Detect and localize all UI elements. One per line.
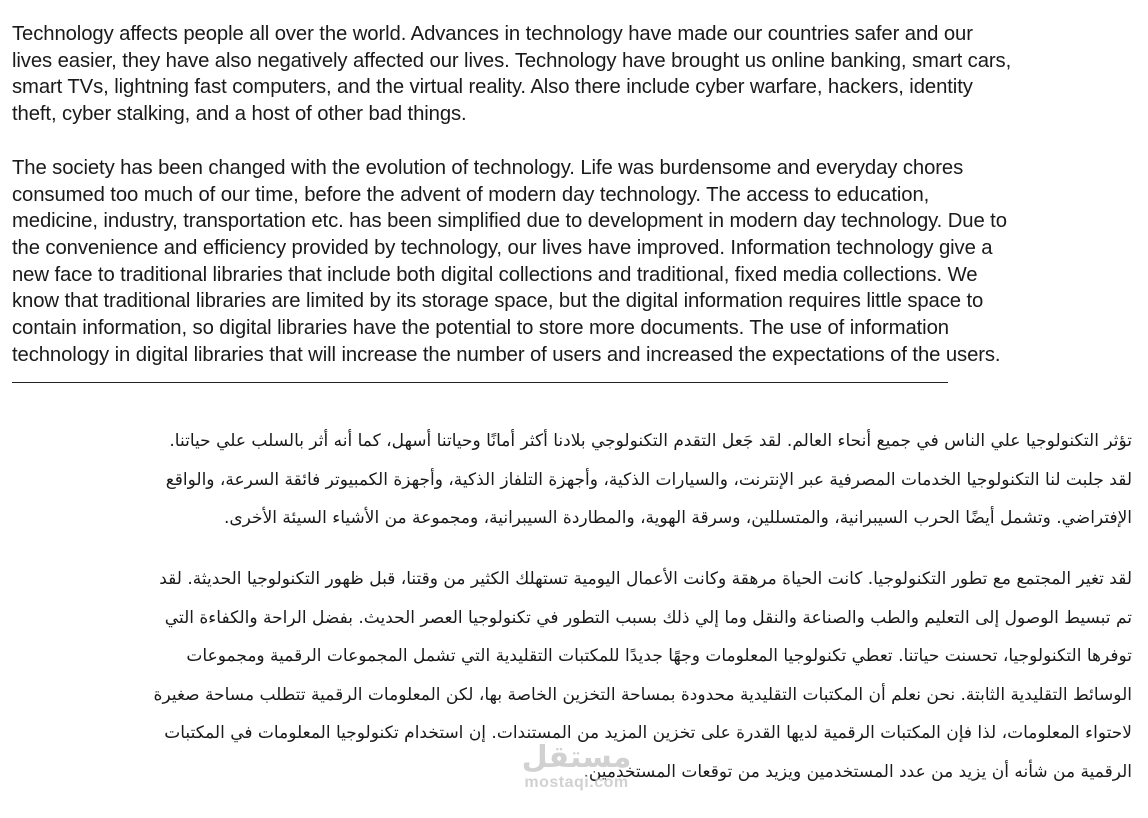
text-line: لقد جلبت لنا التكنولوجيا الخدمات المصرفية عبر الإنترنت، والسيارات الذكية، وأجهزة التلفاز الذكية، وأجهزة الكمبيوتر فائقة السرعة، والواقع <box>165 469 1132 490</box>
text-line: لقد تغير المجتمع مع تطور التكنولوجيا. كانت الحياة مرهقة وكانت الأعمال اليومية تستهلك الكثير من وقتنا، قبل ظهور التكنولوجيا الحديثة. لقد <box>159 569 1132 589</box>
text-line: توفرها التكنولوجيا، تحسنت حياتنا. تعطي تكنولوجيا المعلومات وجهًا جديدًا للمكتبات التقليدية التي تشمل المجموعات الرقمية ومجموعات <box>186 646 1132 667</box>
text-line: تم تبسيط الوصول إلى التعليم والطب والصناعة والنقل وما إلي ذلك بسبب التطور في تكنولوجيا العصر الحديث. بفضل الراحة والكفاءة التي <box>164 607 1132 628</box>
text-line: new face to traditional libraries that include both digital collections and traditional, fixed media collections. We <box>12 263 978 286</box>
text-line: technology in digital libraries that will increase the number of users and increased the expectations of the users. <box>12 343 1001 366</box>
watermark <box>504 742 649 792</box>
text-line: contain information, so digital libraries have the potential to store more documents. The use of information <box>12 317 949 340</box>
text-line: medicine, industry, transportation etc. has been simplified due to development in modern day technology. Due to <box>12 210 1007 233</box>
section-divider <box>12 382 948 383</box>
text-line: the convenience and efficiency provided by technology, our lives have improved. Information technology give a <box>12 237 993 260</box>
text-line: consumed too much of our time, before the advent of modern day technology. The access to education, <box>12 183 930 206</box>
text-line: smart TVs, lightning fast computers, and the virtual reality. Also there include cyber warfare, hackers, identity <box>12 76 973 99</box>
text-line: theft, cyber stalking, and a host of other bad things. <box>12 103 467 126</box>
watermark-logo: مستقل <box>521 740 632 775</box>
text-line: تؤثر التكنولوجيا علي الناس في جميع أنحاء العالم. لقد جَعل التقدم التكنولوجي بلادنا أكثر أمانًا وحياتنا أسهل، كما أنه أثر بالسلب علي حياتنا. <box>169 431 1132 451</box>
watermark-url: mostaqi.com <box>524 774 629 791</box>
english-paragraph-2 <box>12 155 1142 369</box>
english-paragraph-1 <box>12 21 1142 128</box>
text-line: Technology affects people all over the world. Advances in technology have made our countries safer and our <box>12 23 973 45</box>
text-line: لاحتواء المعلومات، لذا فإن المكتبات الرقمية لديها القدرة على تخزين المزيد من المستندات. إن استخدام تكنولوجيا المعلومات في المكتبات <box>164 723 1132 744</box>
text-line: The society has been changed with the evolution of technology. Life was burdensome and everyday chores <box>12 157 964 179</box>
text-line: know that traditional libraries are limited by its storage space, but the digital information requires little space to <box>12 290 984 313</box>
text-line: الإفتراضي. وتشمل أيضًا الحرب السيبرانية، والمتسللين، وسرقة الهوية، والمطاردة السيبرانية، ومجموعة من الأشياء السيئة الأخرى. <box>223 508 1132 529</box>
text-line: lives easier, they have also negatively affected our lives. Technology have brought us online banking, smart cars, <box>12 49 1012 72</box>
text-line: الرقمية من شأنه أن يزيد من عدد المستخدمين ويزيد من توقعات المستخدمين. <box>583 761 1132 782</box>
arabic-paragraph-1 <box>7 422 1132 538</box>
text-line: الوسائط التقليدية الثابتة. نحن نعلم أن المكتبات التقليدية محدودة بمساحة التخزين الخاصة بها، لكن المعلومات الرقمية تتطلب مساحة صغيرة <box>153 684 1132 705</box>
